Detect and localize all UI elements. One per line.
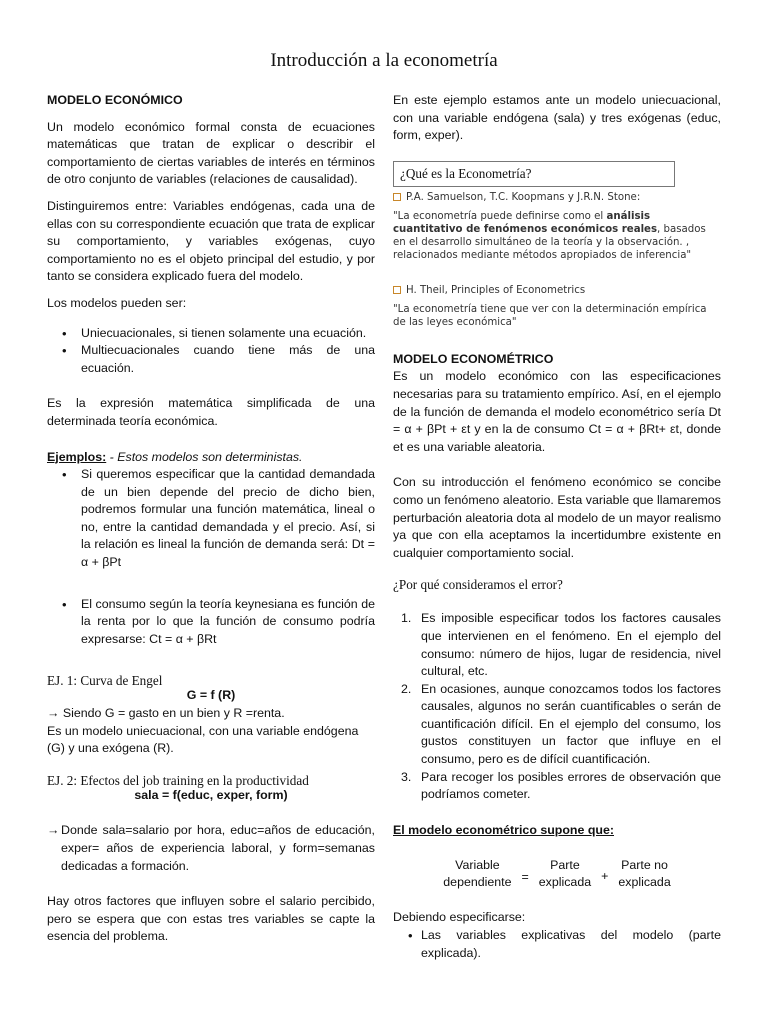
paragraph: En este ejemplo estamos ante un modelo uniecuacional, con una variable endógena (sala) y tres exógenas (educ, form, exper). [393,93,721,143]
paragraph: Los modelos pueden ser: [47,295,187,310]
paragraph: Es un modelo uniecuacional, con una variable endógena (G) y una exógena (R). [47,723,359,756]
paragraph: Distinguiremos entre: Variables endógenas, cada una de ellas con su correspondiente ecuación que trata de explicar su comportamiento, y variables exógenas, cuyo comportamiento no es el objeto principal del estudio, y por tanto se considera explicado fuera del modelo. [47,198,375,284]
square-bullet-icon [393,286,401,294]
list-item: • Las variables explicativas del modelo (parte explicada). [393,927,721,962]
equation-term-dependent: Variable dependiente [443,858,512,890]
examples-list [47,466,375,648]
ej2-title: EJ. 2: Efectos del job training en la productividad [47,772,309,788]
ej1-title: EJ. 1: Curva de Engel [47,673,163,689]
plus-sign: + [601,868,609,883]
ej1-formula: G = f (R) [186,688,236,703]
examples-heading [47,449,375,467]
specification-list [393,927,721,962]
econometrics-definitions-figure [393,191,721,329]
paragraph: Es un modelo económico con las especificaciones necesarias para su tratamiento empírico. Así, en el ejemplo de la función de demanda el modelo econométrico sería Dt = α + βPt + εt y en la de consumo Ct = α + βRt+ εt, donde et es una variable aleatoria. [393,369,721,454]
error-question: ¿Por qué consideramos el error? [393,577,563,593]
heading-modelo-econometrico: MODELO ECONOMÉTRICO [393,351,554,366]
author-line: P.A. Samuelson, T.C. Koopmans y J.R.N. Stone: [393,191,721,204]
ej2-definition: → Donde sala=salario por hora, educ=años de educación, exper= años de experiencia laboral, y form=semanas dedicadas a formación. [47,822,375,875]
model-assumption-heading: El modelo econométrico supone que: [393,822,614,837]
quote-theil: "La econometría tiene que ver con la determinación empírica de las leyes económica" [393,303,707,328]
document-title: Introducción a la econometría [270,50,498,71]
examples-label: Ejemplos: [47,449,107,464]
paragraph: Un modelo económico formal consta de ecuaciones matemáticas que tratan de explicar o describir el comportamiento de ciertas variables de interés en términos de otro conjunto de variables (relaciones de causalidad). [47,119,375,187]
equation-term-unexplained: Parte no explicada [618,858,671,890]
author-line: H. Theil, Principles of Econometrics [393,284,721,297]
heading-modelo-economico: MODELO ECONÓMICO [47,93,183,107]
arrow-icon: → [47,823,60,838]
list-item: 2. En ocasiones, aunque conozcamos todos los factores causales, algunos no serán cuantificables o serán de cuantificación difícil. En el ejemplo del consumo, los gustos constituyen un factor que influye en el consumo, pero es de difícil cuantificación. [401,681,721,767]
list-item: • Si queremos especificar que la cantidad demandada de un bien depende del precio de dicho bien, podremos formular una función matemática, lineal o no, entre la cantidad demandada y el precio. Así, si la relación es lineal la función de demanda será: Dt = α + βPt [47,466,375,572]
model-types-list [47,325,375,378]
list-item: 3. Para recoger los posibles errores de observación que podríamos cometer. [401,769,721,802]
question-box: ¿Qué es la Econometría? [393,161,675,187]
list-item: • El consumo según la teoría keynesiana es función de la renta por lo que la función de consumo podría expresarse: Ct = α + βRt [47,596,375,649]
list-item: • Multiecuacionales cuando tiene más de una ecuación. [47,342,375,377]
equals-sign: = [521,869,529,884]
paragraph: Hay otros factores que influyen sobre el salario percibido, pero se espera que con estas tres variables se capte la esencia del problema. [47,894,375,944]
paragraph: Con su introducción el fenómeno económico se concibe como un fenómeno aleatorio. Esta variable que llamaremos perturbación aleatoria dota al modelo de un mayor realismo ya que con ella aceptamos la incertidumbre existente en cualquier comportamiento social. [393,475,721,560]
left-column [47,92,375,946]
error-reasons-list [393,610,721,804]
econometric-equation [393,857,721,891]
list-item: • Uniecuacionales, si tienen solamente una ecuación. [47,325,375,343]
ej1-line1: → Siendo G = gasto en un bien y R =renta. [47,706,285,721]
square-bullet-icon [393,193,401,201]
arrow-icon: → [47,706,60,721]
list-item: 1. Es imposible especificar todos los factores causales que intervienen en el fenómeno. En el ejemplo del consumo: número de hijos, lugar de residencia, nivel cultural, etc. [401,611,721,679]
examples-note: - Estos modelos son deterministas. [106,449,303,464]
ej2-formula: sala = f(educ, exper, form) [134,787,288,802]
right-column [393,92,721,962]
quote-samuelson: "La econometría puede definirse como el análisis cuantitativo de fenómenos económicos reales, basados en el desarrollo simultáneo de la teoría y la observación. , relacionados mediante métodos apropiados de inferencia" [393,210,706,261]
paragraph: Es la expresión matemática simplificada de una determinada teoría económica. [47,396,375,428]
equation-term-explained: Parte explicada [538,858,592,890]
paragraph: Debiendo especificarse: [393,910,526,925]
